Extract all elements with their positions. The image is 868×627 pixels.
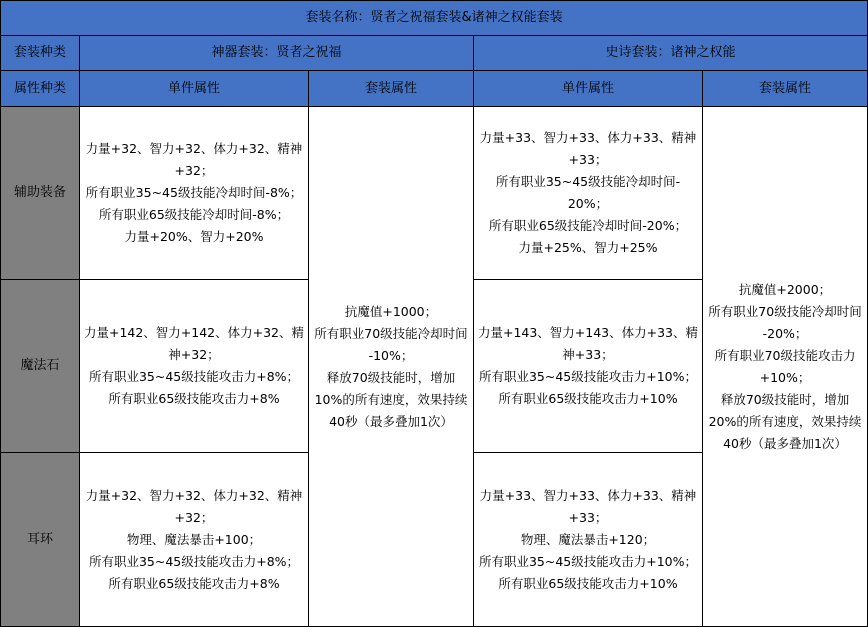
attribute-line: +33； (568, 509, 608, 525)
set1-set-bonus (309, 107, 474, 627)
attribute-line: 释放70级技能时，增加 (326, 369, 456, 385)
attribute-line: 释放70级技能时，增加 (720, 391, 850, 407)
attribute-line: 力量+32、智力+32、体力+32、精神 (85, 141, 303, 156)
table-title: 套装名称：贤者之祝福套装&诸神之权能套装 (1, 1, 868, 36)
set1-magicstone-single (80, 280, 309, 453)
attribute-line: -10%； (368, 347, 414, 363)
attribute-line: 神+33； (562, 347, 614, 362)
attribute-line: +10%； (759, 369, 811, 385)
attribute-line: 所有职业70级技能冷却时间 (708, 303, 862, 319)
set2-support-single (474, 107, 703, 280)
set1-set-attr-header: 套装属性 (309, 71, 474, 107)
attribute-line: 所有职业65级技能冷却时间-8%； (98, 207, 290, 222)
attribute-line: 所有职业70级技能冷却时间 (314, 325, 468, 341)
attribute-line: 所有职业65级技能攻击力+10% (498, 575, 678, 591)
attribute-line: 20%； (567, 196, 609, 211)
attribute-line: 20%的所有速度，效果持续 (708, 413, 862, 429)
attribute-line: +33； (568, 152, 608, 167)
set-type-label: 套装种类 (1, 36, 80, 71)
attribute-line: 40秒（最多叠加1次） (329, 413, 453, 429)
attribute-line: 神+32； (168, 347, 220, 362)
attribute-line: 力量+143、智力+143、体力+33、精 (477, 325, 699, 340)
attribute-line: 力量+32、智力+32、体力+32、精神 (85, 487, 303, 503)
set2-set-bonus (703, 107, 868, 627)
category-magic-stone: 魔法石 (1, 280, 80, 453)
attribute-line: 力量+33、智力+33、体力+33、精神 (479, 487, 697, 503)
attribute-line: 所有职业35~45级技能冷却时间- (495, 174, 681, 189)
set1-support-single (80, 107, 309, 280)
attribute-line: 抗魔值+2000； (738, 281, 832, 297)
attribute-line: +32； (174, 509, 214, 525)
category-support-equipment: 辅助装备 (1, 107, 80, 280)
attribute-line: 所有职业35~45级技能攻击力+10%； (478, 369, 698, 384)
set1-single-attr-header: 单件属性 (80, 71, 309, 107)
attribute-line: 40秒（最多叠加1次） (723, 435, 847, 451)
attribute-line: 所有职业65级技能攻击力+8% (108, 575, 280, 591)
attribute-line: 力量+25%、智力+25% (518, 240, 658, 255)
attribute-line: 10%的所有速度，效果持续 (314, 391, 468, 407)
attribute-line: 抗魔值+1000； (344, 303, 438, 319)
attribute-line: 所有职业35~45级技能冷却时间-8%； (85, 185, 303, 200)
attribute-line: 力量+142、智力+142、体力+32、精 (83, 325, 305, 340)
attribute-line: 所有职业65级技能攻击力+10% (498, 391, 678, 406)
category-earring: 耳环 (1, 453, 80, 627)
attribute-line: 所有职业65级技能冷却时间-20%； (488, 218, 688, 233)
attribute-line: -20%； (762, 325, 808, 341)
attribute-line: +32； (174, 163, 214, 178)
set2-name: 史诗套装：诸神之权能 (474, 36, 868, 71)
attribute-line: 所有职业35~45级技能攻击力+8%； (88, 369, 300, 384)
attribute-line: 所有职业65级技能攻击力+8% (108, 391, 280, 406)
attribute-line: 物理、魔法暴击+100； (126, 531, 262, 547)
attribute-line: 物理、魔法暴击+120； (520, 531, 656, 547)
set1-name: 神器套装：贤者之祝福 (80, 36, 474, 71)
attribute-line: 所有职业35~45级技能攻击力+8%； (88, 553, 300, 569)
attr-type-label: 属性种类 (1, 71, 80, 107)
set1-earring-single (80, 453, 309, 627)
attribute-line: 所有职业35~45级技能攻击力+10%； (478, 553, 698, 569)
set2-set-attr-header: 套装属性 (703, 71, 868, 107)
attribute-line: 力量+33、智力+33、体力+33、精神 (479, 130, 697, 145)
attribute-line: 力量+20%、智力+20% (124, 229, 264, 244)
set2-magicstone-single (474, 280, 703, 453)
set2-earring-single (474, 453, 703, 627)
attribute-line: 所有职业70级技能攻击力 (714, 347, 856, 363)
set2-single-attr-header: 单件属性 (474, 71, 703, 107)
